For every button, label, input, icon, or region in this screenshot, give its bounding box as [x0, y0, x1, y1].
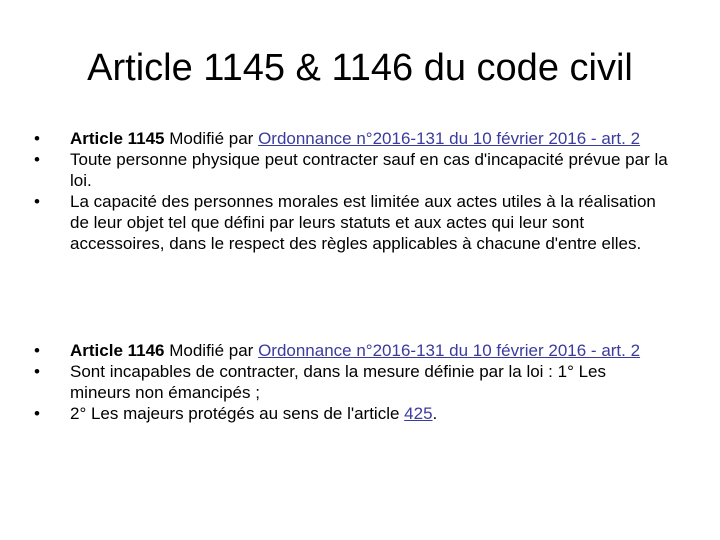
page-title: Article 1145 & 1146 du code civil [87, 47, 633, 89]
item-text: La capacité des personnes morales est limitée aux actes utiles à la réalisation de leur objet tel que défini par leurs statuts et aux actes qui leur sont accessoires, dans le respect des règles applicables à chacune d'entre elles. [70, 192, 656, 253]
bullet-icon: • [34, 192, 40, 211]
bullet-icon: • [34, 129, 40, 148]
item-text: Sont incapables de contracter, dans la mesure définie par la loi : 1° Les mineurs non émancipés ; [70, 362, 607, 402]
bullet-icon: • [34, 150, 40, 169]
list-item [30, 149, 670, 191]
bullet-icon: • [34, 341, 40, 360]
modified-by-label: Modifié par [164, 129, 259, 148]
article-1145-heading: Article 1145 [70, 129, 165, 148]
ordonnance-link-1145[interactable]: Ordonnance n°2016-131 du 10 février 2016 - art. 2 [258, 129, 641, 148]
article-1145-list [30, 128, 670, 254]
article-1146-heading: Article 1146 [70, 341, 165, 360]
modified-by-label: Modifié par [164, 341, 259, 360]
list-item [30, 340, 670, 361]
list-item [30, 191, 670, 254]
list-item [30, 128, 670, 149]
bullet-icon: • [34, 362, 40, 381]
ordonnance-link-1146[interactable]: Ordonnance n°2016-131 du 10 février 2016 - art. 2 [258, 341, 641, 360]
article-425-link[interactable]: 425 [404, 404, 433, 423]
item-text: Toute personne physique peut contracter sauf en cas d'incapacité prévue par la loi. [70, 150, 668, 190]
item-text-suffix: . [432, 404, 438, 423]
article-1146-list [30, 340, 670, 424]
list-item [30, 361, 670, 403]
item-text-prefix: 2° Les majeurs protégés au sens de l'article [70, 404, 405, 423]
list-item [30, 403, 670, 424]
bullet-icon: • [34, 404, 40, 423]
